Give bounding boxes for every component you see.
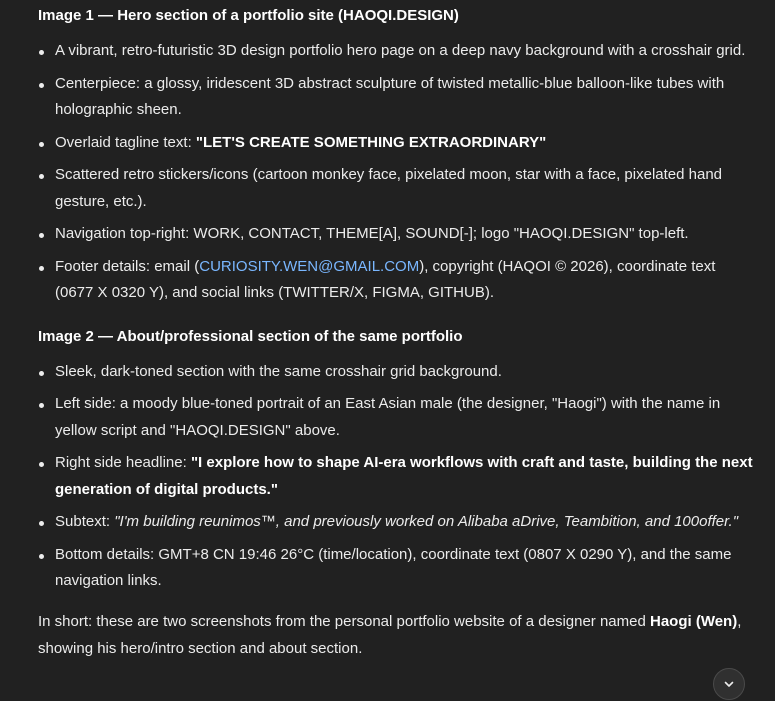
list-item-text: A vibrant, retro-futuristic 3D design portfolio hero page on a deep navy background with a crosshair grid. xyxy=(55,42,746,59)
list-item-text: Left side: a moody blue-toned portrait of an East Asian male (the designer, "Haogi") with the name in yellow script and "HAOQI.DESIGN" above. xyxy=(55,395,721,439)
list-item-text: Scattered retro stickers/icons (cartoon monkey face, pixelated moon, star with a face, pixelated hand gesture, etc.). xyxy=(55,166,723,210)
summary-paragraph xyxy=(38,608,754,662)
image2-list xyxy=(38,359,754,595)
list-item-text: Sleek, dark-toned section with the same crosshair grid background. xyxy=(55,362,502,380)
list-item-text: Footer details: email ( xyxy=(55,257,200,275)
image1-heading: Image 1 — Hero section of a portfolio site (HAOQI.DESIGN) xyxy=(38,7,459,24)
list-item-text: Overlaid tagline text: xyxy=(55,133,196,151)
list-item-text: Right side headline: xyxy=(55,454,191,471)
headline-text: "I explore how to shape AI-era workflows with craft and taste, building the next generation of digital products." xyxy=(55,454,753,498)
list-item xyxy=(38,391,754,444)
scroll-to-bottom-button[interactable] xyxy=(713,668,745,700)
list-item xyxy=(38,359,754,386)
email-link[interactable]: CURIOSITY.WEN@GMAIL.COM xyxy=(199,257,420,275)
list-item-text: Subtext: xyxy=(55,513,115,530)
list-item xyxy=(38,71,754,124)
message-content xyxy=(38,0,754,662)
image2-heading: Image 2 — About/professional section of the same portfolio xyxy=(38,327,463,345)
image1-list xyxy=(38,38,754,307)
summary-text: , showing his hero/intro section and about section. xyxy=(38,612,742,657)
list-item xyxy=(38,221,754,248)
list-item xyxy=(38,254,754,307)
list-item xyxy=(38,450,754,503)
tagline-text: "LET'S CREATE SOMETHING EXTRAORDINARY" xyxy=(195,133,547,151)
subtext-quote: "I'm building reunimos™, and previously worked on Alibaba aDrive, Teambition, and 100offer." xyxy=(114,513,739,530)
list-item-text: Centerpiece: a glossy, iridescent 3D abstract sculpture of twisted metallic-blue balloon-like tubes with holographic sheen. xyxy=(55,74,725,118)
list-item xyxy=(38,38,754,65)
list-item-text: Bottom details: GMT+8 CN 19:46 26°C (time/location), coordinate text (0807 X 0290 Y), and the same navigation links. xyxy=(55,545,732,589)
designer-name: Haogi (Wen) xyxy=(650,612,738,630)
list-item xyxy=(38,542,754,595)
list-item-text: ), copyright (HAQOI © 2026), coordinate text (0677 X 0320 Y), and social links (TWITTER/X, FIGMA, GITHUB). xyxy=(55,257,716,301)
list-item-text: Navigation top-right: WORK, CONTACT, THEME[A], SOUND[-]; logo "HAOQI.DESIGN" top-left. xyxy=(55,225,689,242)
list-item xyxy=(38,162,754,215)
summary-text: In short: these are two screenshots from the personal portfolio website of a designer named xyxy=(38,612,650,630)
list-item xyxy=(38,130,754,157)
chevron-down-icon xyxy=(722,677,736,691)
list-item xyxy=(38,509,754,536)
